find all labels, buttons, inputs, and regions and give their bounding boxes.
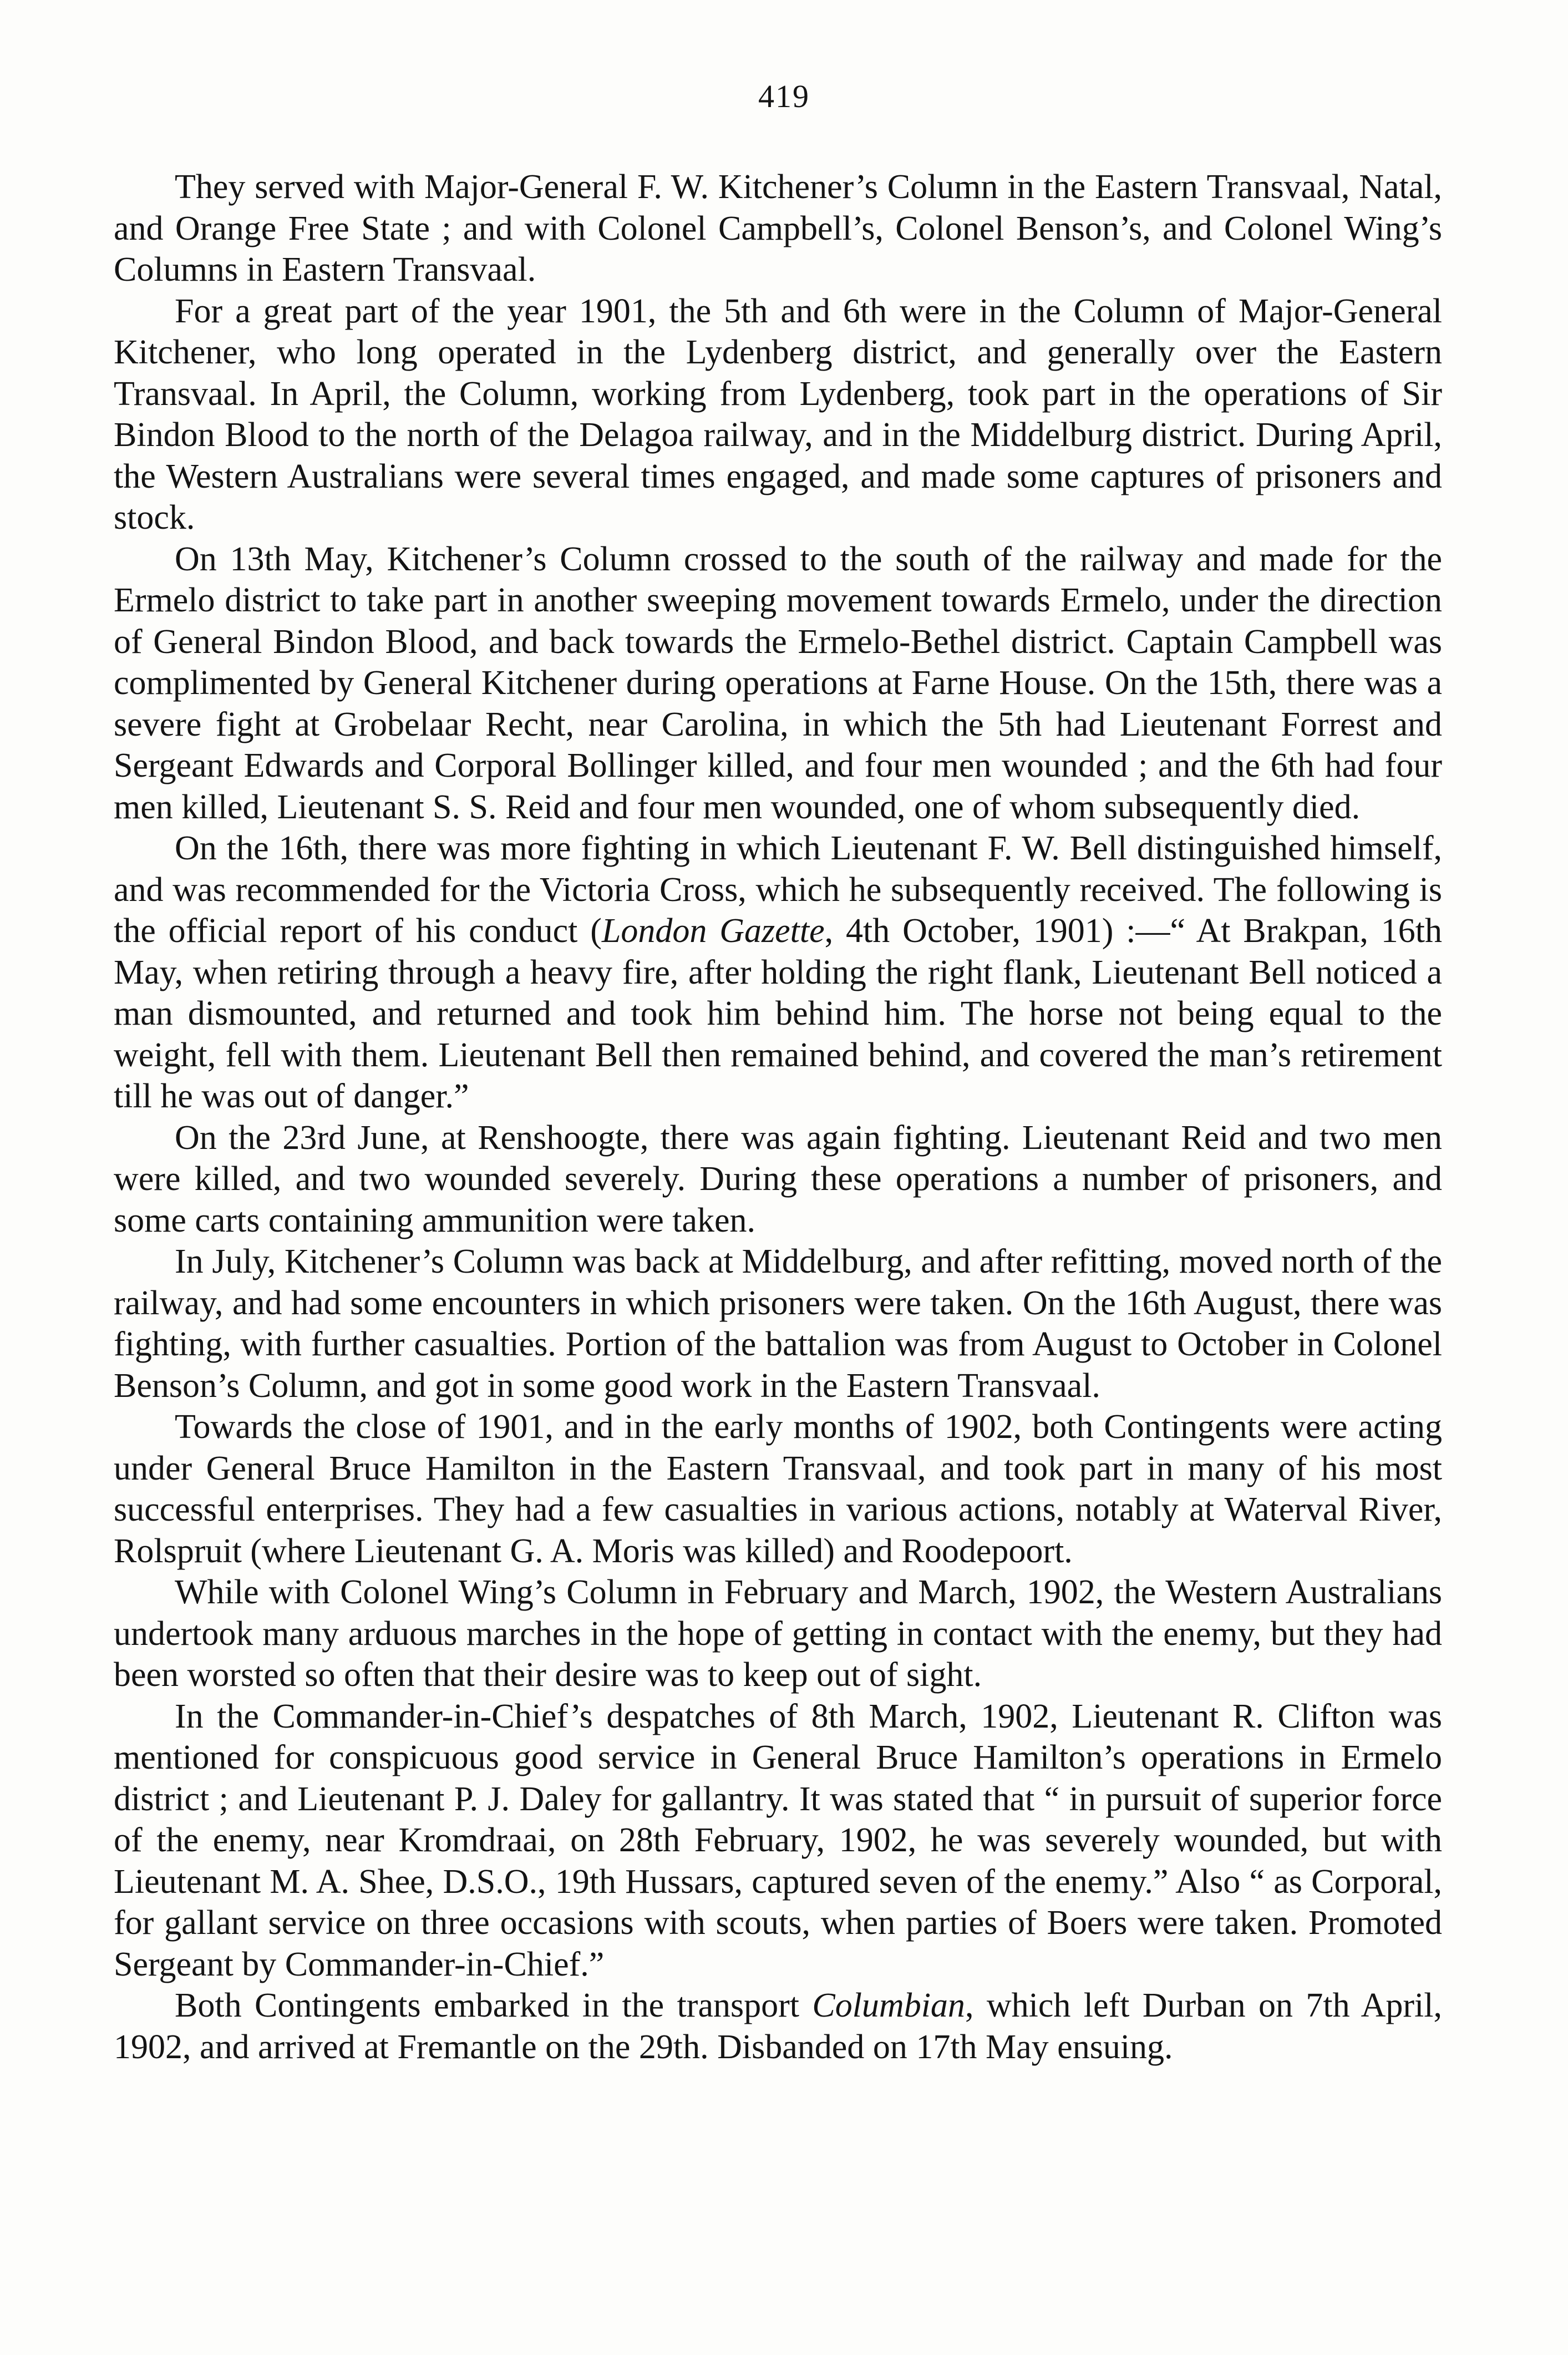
paragraph-10 bbox=[114, 1985, 1442, 2068]
paragraph-4-part-2: , 4th October, 1901) :—“ At Brakpan, 16th May, when retiring through a heavy fire, after holding the right flank, Lieutenant Bell noticed a man dismounted, and returned and took him behind him. The horse not being equal to the weight, fell with them. Lieutenant Bell then remained behind, and covered the man’s retirement till he was out of danger.” bbox=[114, 912, 1443, 1115]
paragraph-7: Towards the close of 1901, and in the early months of 1902, both Contingents were acting under General Bruce Hamilton in the Eastern Transvaal, and took part in many of his most successful enterprises. They had a few casualties in various actions, notably at Waterval River, Rolspruit (where Lieutenant G. A. Moris was killed) and Roodepoort. bbox=[114, 1408, 1442, 1570]
page-number: 419 bbox=[758, 78, 810, 114]
paragraph-4 bbox=[114, 828, 1442, 1117]
paragraph-5: On the 23rd June, at Renshoogte, there was again fighting. Lieutenant Reid and two men were killed, and two wounded severely. During these operations a number of prisoners, and some carts containing ammunition were taken. bbox=[114, 1118, 1442, 1239]
paragraph-6: In July, Kitchener’s Column was back at Middelburg, and after refitting, moved north of the railway, and had some encounters in which prisoners were taken. On the 16th August, there was fighting, with further casualties. Portion of the battalion was from August to October in Colonel Benson’s Column, and got in some good work in the Eastern Transvaal. bbox=[114, 1243, 1442, 1405]
paragraph-1: They served with Major-General F. W. Kitchener’s Column in the Eastern Transvaal, Natal, and Orange Free State ; and with Colonel Campbell’s, Colonel Benson’s, and Colonel Wing’s Columns in Eastern Transvaal. bbox=[114, 168, 1442, 288]
paragraph-10-part-2: , which left Durban on 7th April, 1902, and arrived at Fremantle on the 29th. Disbanded on 17th May ensuing. bbox=[114, 1987, 1442, 2066]
body-text bbox=[114, 166, 1442, 2068]
paragraph-3: On 13th May, Kitchener’s Column crossed to the south of the railway and made for the Ermelo district to take part in another sweeping movement towards Ermelo, under the direction of General Bindon Blood, and back towards the Ermelo-Bethel district. Captain Campbell was complimented by General Kitchener during operations at Farne House. On the 15th, there was a severe fight at Grobelaar Recht, near Carolina, in which the 5th had Lieutenant Forrest and Sergeant Edwards and Corporal Bollinger killed, and four men wounded ; and the 6th had four men killed, Lieutenant S. S. Reid and four men wounded, one of whom subsequently died. bbox=[114, 540, 1442, 826]
paragraph-2: For a great part of the year 1901, the 5th and 6th were in the Column of Major-General Kitchener, who long operated in the Lydenberg district, and generally over the Eastern Transvaal. In April, the Column, working from Lydenberg, took part in the operations of Sir Bindon Blood to the north of the Delagoa railway, and in the Middelburg district. During April, the Western Australians were several times engaged, and made some captures of prisoners and stock. bbox=[114, 292, 1442, 536]
gazette-title: London Gazette bbox=[601, 912, 825, 950]
paragraph-8: While with Colonel Wing’s Column in February and March, 1902, the Western Australians undertook many arduous marches in the hope of getting in contact with the enemy, but they had been worsted so often that their desire was to keep out of sight. bbox=[114, 1573, 1442, 1694]
paragraph-4-part-1: On the 16th, there was more fighting in which Lieutenant F. W. Bell distinguished himself, and was recommended for the Victoria Cross, which he subsequently received. The following is the official report of his conduct ( bbox=[114, 829, 1442, 950]
paragraph-9: In the Commander-in-Chief’s despatches of 8th March, 1902, Lieutenant R. Clifton was mentioned for conspicuous good service in General Bruce Hamilton’s operations in Ermelo district ; and Lieutenant P. J. Daley for gallantry. It was stated that “ in pursuit of superior force of the enemy, near Kromdraai, on 28th February, 1902, he was severely wounded, but with Lieutenant M. A. Shee, D.S.O., 19th Hussars, captured seven of the enemy.” Also “ as Corporal, for gallant service on three occasions with scouts, when parties of Boers were taken. Promoted Sergeant by Commander-in-Chief.” bbox=[114, 1697, 1442, 1983]
paragraph-10-part-1: Both Contingents embarked in the transport bbox=[175, 1987, 813, 2024]
ship-name: Columbian bbox=[812, 1987, 965, 2024]
